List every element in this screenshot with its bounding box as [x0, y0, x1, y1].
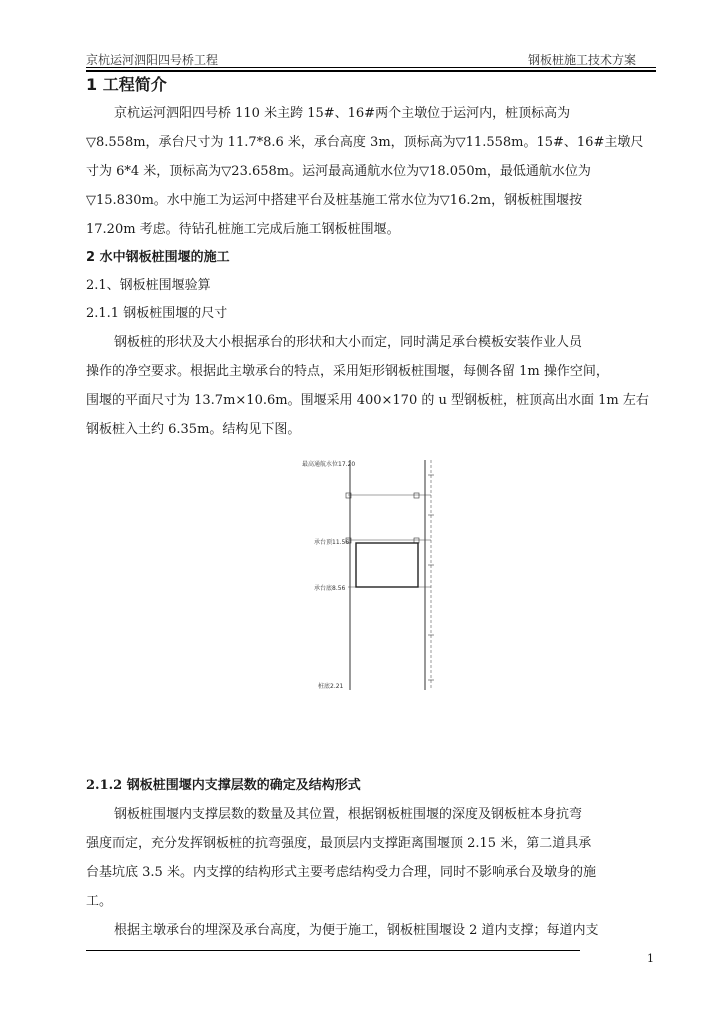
label-pile-bottom: 桩底2.21 — [318, 683, 344, 690]
header-doc-title: 钢板桩施工技术方案 — [527, 53, 636, 67]
section1-title: 1 工程简介 — [86, 75, 167, 94]
section212-para2: 根据主墩承台的埋深及承台高度，为便于施工，钢板桩围堰设 2 道内支撑；每道内支 — [114, 923, 599, 938]
header-rule — [86, 67, 656, 68]
section2-line: 围堰的平面尺寸为 13.7m×10.6m。围堰采用 400×170 的 u 型钢板桩，桩顶高出水面 1m 左右 — [86, 393, 649, 408]
section212-line: 钢板桩围堰内支撑层数的数量及其位置，根据钢板桩围堰的深度及钢板桩本身抗弯 — [114, 807, 583, 822]
cofferdam-structure-figure — [300, 455, 440, 700]
pile-cap — [356, 543, 418, 587]
strut-node — [414, 493, 419, 498]
section212-line: 台基坑底 3.5 米。内支撑的结构形式主要考虑结构受力合理，同时不影响承台及墩身的施 — [86, 865, 596, 880]
section1-line: ▽15.830m。水中施工为运河中搭建平台及桩基施工常水位为▽16.2m，钢板桩围堰按 — [86, 193, 583, 208]
section1-line: 17.20m 考虑。待钻孔桩施工完成后施工钢板桩围堰。 — [86, 222, 400, 237]
section1-line: ▽8.558m，承台尺寸为 11.7*8.6 米，承台高度 3m，顶标高为▽11.558m。15#、16#主墩尺 — [86, 135, 644, 150]
section2-line: 操作的净空要求。根据此主墩承台的特点，采用矩形钢板桩围堰，每侧各留 1m 操作空间， — [86, 364, 609, 379]
section-2-1-2 — [86, 772, 660, 945]
section2-line: 钢板桩的形状及大小根据承台的形状和大小而定，同时满足承台模板安装作业人员 — [114, 335, 583, 350]
main-content — [86, 74, 660, 444]
section2-title: 2 水中钢板桩围堰的施工 — [86, 250, 230, 265]
section2-1-1-title: 2.1.1 钢板桩围堰的尺寸 — [86, 306, 228, 321]
section212-line: 强度而定，充分发挥钢板桩的抗弯强度，最顶层内支撑距离围堰顶 2.15 米，第二道具承 — [86, 836, 592, 851]
section2-1-2-title: 2.1.2 钢板桩围堰内支撑层数的确定及结构形式 — [86, 778, 361, 793]
header-project-name: 京杭运河泗阳四号桥工程 — [86, 53, 219, 67]
strut-node — [414, 538, 419, 543]
section2-1-title: 2.1、钢板桩围堰验算 — [86, 278, 211, 293]
label-water-level: 最高通航水位17.20 — [302, 461, 356, 468]
header-rule-thick — [86, 70, 656, 72]
section2-line: 钢板桩入土约 6.35m。结构见下图。 — [86, 422, 301, 437]
section1-line: 寸为 6*4 米，顶标高为▽23.658m。运河最高通航水位为▽18.050m，最低通航水位为 — [86, 164, 591, 179]
footer-rule — [86, 950, 580, 951]
page-number: 1 — [647, 952, 654, 965]
section1-line: 京杭运河泗阳四号桥 110 米主跨 15#、16#两个主墩位于运河内，桩顶标高为 — [114, 106, 571, 121]
section212-line: 工。 — [86, 894, 113, 909]
label-cap-top: 承台顶11.56 — [314, 539, 350, 546]
label-cap-bottom: 承台底8.56 — [314, 585, 346, 592]
